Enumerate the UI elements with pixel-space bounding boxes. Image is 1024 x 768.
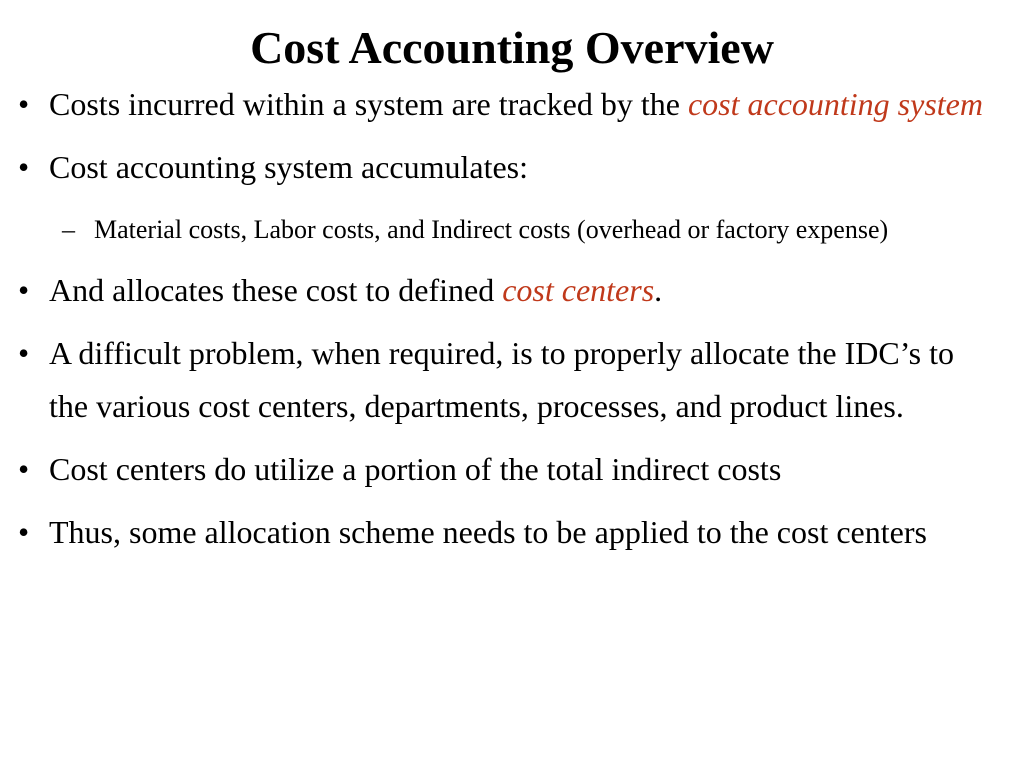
dash-icon: – bbox=[62, 215, 75, 244]
bullet-icon: • bbox=[18, 86, 30, 122]
bullet-text: Thus, some allocation scheme needs to be applied to the cost centers bbox=[49, 514, 927, 550]
slide-title: Cost Accounting Overview bbox=[250, 22, 774, 73]
bullet-text: Costs incurred within a system are tracked by the bbox=[49, 86, 688, 122]
bullet-text: And allocates these cost to defined bbox=[49, 272, 503, 308]
bullet-icon: • bbox=[18, 149, 30, 185]
bullet-text: A difficult problem, when required, is to properly allocate the IDC’s to the various cost centers, departments, processes, and product lines. bbox=[49, 335, 954, 424]
slide-body bbox=[0, 78, 1024, 559]
bullet-item bbox=[0, 327, 1024, 433]
bullet-item bbox=[0, 264, 1024, 317]
bullet-item bbox=[0, 141, 1024, 194]
bullet-icon: • bbox=[18, 335, 30, 371]
sub-bullet-item bbox=[0, 206, 1024, 254]
highlighted-term: cost centers bbox=[502, 272, 655, 308]
sub-bullet-text: Material costs, Labor costs, and Indirect costs (overhead or factory expense) bbox=[94, 215, 889, 244]
highlighted-term: cost accounting system bbox=[687, 86, 983, 122]
bullet-icon: • bbox=[18, 272, 30, 308]
bullet-icon: • bbox=[18, 451, 30, 487]
bullet-item bbox=[0, 506, 1024, 559]
bullet-text-end: . bbox=[654, 272, 663, 308]
bullet-text: Cost accounting system accumulates: bbox=[49, 149, 528, 185]
bullet-item bbox=[0, 78, 1024, 131]
bullet-text: Cost centers do utilize a portion of the total indirect costs bbox=[49, 451, 782, 487]
bullet-item bbox=[0, 443, 1024, 496]
bullet-icon: • bbox=[18, 514, 30, 550]
